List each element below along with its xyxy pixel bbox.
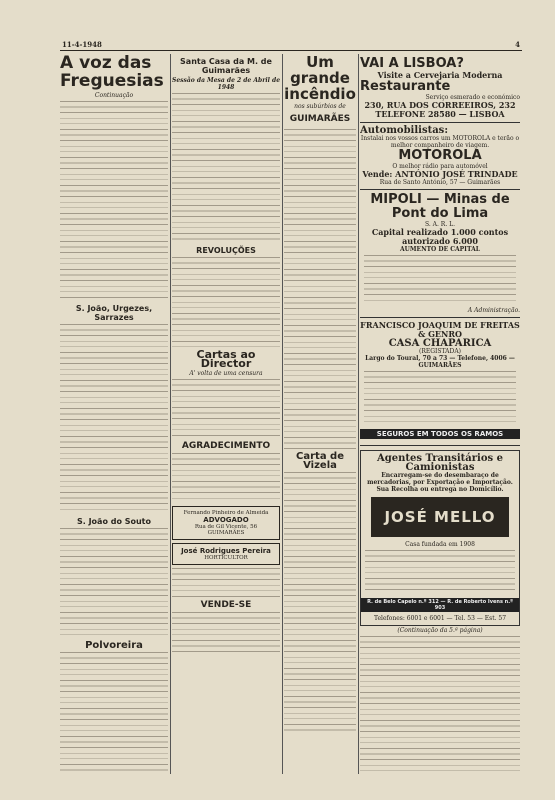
ad-name: José Rodrigues Pereira — [181, 547, 271, 555]
transitarios-ad — [360, 450, 520, 626]
body-text — [284, 472, 356, 732]
section-heading: S. João do Souto — [76, 517, 152, 526]
ad-capital: autorizado 6.000 — [402, 236, 478, 246]
section-subheading: A' volta de uma censura — [189, 370, 263, 377]
body-text — [172, 612, 280, 652]
horticulturist-ad — [172, 543, 280, 565]
section-heading: Cartas ao Director — [196, 348, 256, 370]
ad-subline: Visite a Cervejaria Moderna — [377, 70, 503, 80]
body-text — [360, 636, 520, 774]
ad-text: (REGISTADA) — [418, 348, 461, 355]
ad-text: Encarregam-se do desembaraço de mercadorias, por Exportação e Importação. Sua Recolha ou entrega no Domicílio. — [367, 472, 513, 493]
continuation-note: (Continuação da 5.ª página) — [397, 627, 483, 634]
ad-body — [364, 255, 516, 305]
column-divider — [282, 54, 283, 774]
ad-headline: FRANCISCO JOAQUIM DE FREITAS & GENRO — [360, 320, 520, 339]
body-text — [60, 101, 168, 301]
ad-bar: SEGUROS EM TODOS OS RAMOS — [360, 429, 520, 439]
ad-headline: Agentes Transitários e Camionistas — [377, 453, 503, 473]
ad-brand: MOTOROLA — [398, 148, 482, 163]
header-rule — [60, 50, 522, 51]
ad-role: HORTICULTOR — [204, 555, 248, 561]
body-text — [172, 93, 280, 243]
article-subtitle: Continuação — [94, 92, 134, 99]
ad-role: ADVOGADO — [203, 516, 249, 524]
ad-tagline: Serviço esmerado e económico — [425, 94, 520, 101]
ad-headline: Automobilistas: — [360, 125, 449, 136]
section-heading: REVOLUÇÕES — [196, 246, 256, 255]
body-text — [172, 568, 280, 598]
body-text — [60, 324, 168, 514]
ad-body — [364, 371, 516, 426]
ad-body — [365, 550, 515, 595]
ad-address: Rua de Gil Vicente, 56 — [194, 524, 258, 530]
lawyer-ad — [172, 506, 280, 540]
ad-name: CASA CHAPARICA — [388, 338, 492, 349]
ad-headline: MIPOLI — Minas de Pont do Lima — [370, 192, 510, 221]
body-text — [172, 379, 280, 439]
body-text — [284, 129, 356, 449]
column-ads — [360, 54, 520, 774]
article-title: A voz das Freguesias — [60, 54, 164, 91]
column-divider — [358, 54, 359, 774]
issue-date: 11-4-1948 — [62, 40, 102, 49]
chaparica-ad — [360, 318, 520, 446]
body-text — [60, 528, 168, 638]
section-heading: VENDE-SE — [200, 600, 252, 610]
ad-address: Largo do Toural, 70 a 73 — Telefone, 4006 — GUIMARÃES — [365, 355, 515, 369]
section-heading: Polvoreira — [85, 640, 143, 651]
section-heading: S. João, Urgezes, Sarrazes — [75, 304, 153, 322]
ad-city: GUIMARÃES — [207, 530, 245, 536]
ad-address: 230, RUA DOS CORREEIROS, 232 — [364, 100, 516, 110]
ad-phone: Telefones: 6001 e 6001 — Tel. 53 — Est. 57 — [373, 615, 507, 622]
ad-text: AUMENTO DE CAPITAL — [400, 246, 480, 253]
ad-text: O melhor rádio para automóvel — [392, 163, 488, 170]
column-freguesias — [60, 54, 168, 774]
article-subtitle: Sessão da Mesa de 2 de Abril de 1948 — [172, 77, 280, 91]
motorola-ad — [360, 123, 520, 190]
article-city: GUIMARÃES — [289, 114, 351, 124]
section-heading: Carta de Vizela — [296, 451, 344, 471]
ad-address: Rua de Santo António, 57 — Guimarães — [379, 179, 501, 186]
body-text — [60, 652, 168, 774]
cervejaria-ad — [360, 54, 520, 123]
ad-phone: TELEFONE 28580 — LISBOA — [375, 109, 505, 119]
ad-headline: Restaurante — [360, 79, 451, 94]
column-santa-casa — [172, 54, 280, 774]
ad-address: R. de Belo Capelo n.º 312 — R. de Roberto Ivens n.º 903 — [361, 598, 519, 612]
page-header — [62, 40, 520, 50]
mipoli-ad — [360, 190, 520, 318]
body-text — [172, 453, 280, 503]
page-number: 4 — [515, 40, 520, 49]
ad-headline: VAI A LISBOA? — [360, 56, 464, 71]
ad-vendor: Vende: ANTÓNIO JOSÉ TRINDADE — [362, 169, 518, 179]
ad-name: Fernando Pinheiro de Almeida — [183, 510, 269, 516]
section-heading: AGRADECIMENTO — [181, 441, 271, 451]
column-incendio — [284, 54, 356, 774]
article-title: Um grande — [290, 54, 350, 87]
article-title: incêndio — [284, 85, 356, 103]
truck-logo: JOSÉ MELLO — [371, 497, 509, 537]
ad-text: S. A. R. L. — [424, 221, 456, 228]
ad-text: Instalai nos vossos carros um MOTOROLA e terão o melhor companheiro de viagem. — [360, 135, 520, 149]
ad-signature: A Administração. — [467, 307, 520, 314]
ad-capital: Capital realizado 1.000 contos — [371, 227, 509, 237]
ad-text: Casa fundada em 1908 — [405, 541, 475, 548]
column-divider — [170, 54, 171, 774]
article-subtitle: nos subúrbios de — [294, 103, 346, 110]
body-text — [172, 257, 280, 347]
article-title: Santa Casa da M. de Guimarães — [180, 57, 272, 75]
